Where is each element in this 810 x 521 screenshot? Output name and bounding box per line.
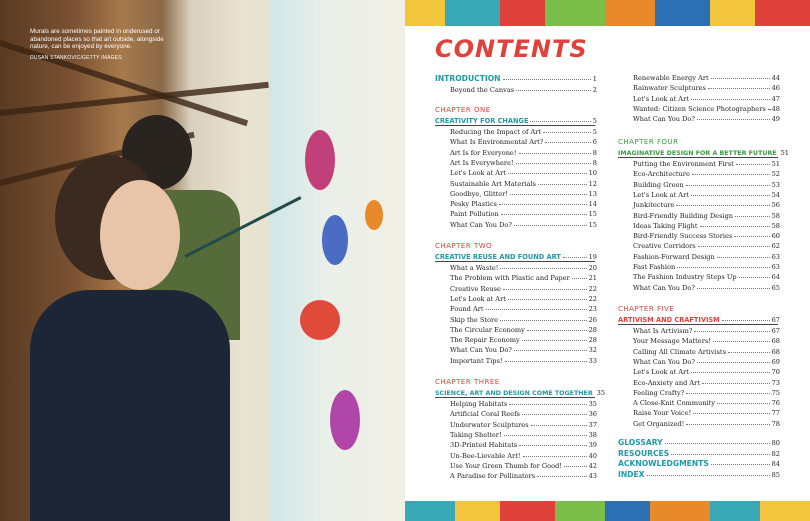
toc-entry-label: Pesky Plastics [450, 200, 497, 209]
dot-leader [768, 109, 770, 110]
toc-entry-page: 23 [588, 305, 597, 314]
toc-entry-page: 37 [588, 420, 597, 429]
toc-entry[interactable] [633, 368, 780, 376]
toc-entry[interactable] [633, 115, 780, 123]
toc-entry-page: 40 [588, 451, 597, 460]
toc-entry-page: 52 [771, 170, 780, 179]
toc-entry-page: 14 [588, 200, 597, 209]
toc-entry-page: 38 [588, 430, 597, 439]
toc-entry-label: Skip the Store [450, 315, 499, 324]
toc-entry-label: Sustainable Art Materials [450, 179, 536, 188]
toc-entry[interactable] [633, 105, 780, 113]
toc-entry-page: 6 [592, 138, 597, 147]
toc-entry-label: Important Tips! [450, 356, 503, 365]
toc-entry[interactable] [633, 191, 780, 199]
toc-entry[interactable] [450, 221, 597, 229]
toc-entry-page: 10 [588, 169, 597, 178]
dot-leader [713, 341, 770, 342]
dot-leader [702, 383, 770, 384]
toc-entry-page: 58 [771, 221, 780, 230]
decorative-bottom-border [405, 501, 810, 521]
toc-entry-page: 84 [771, 460, 780, 469]
dot-leader [728, 352, 770, 353]
girl-face [100, 180, 180, 290]
toc-entry-label: What Can You Do? [633, 115, 695, 124]
mural-flower [365, 200, 383, 230]
toc-entry[interactable] [633, 95, 780, 103]
toc-entry-page: 85 [771, 470, 780, 479]
dot-leader [514, 350, 587, 351]
divider [435, 397, 595, 398]
dot-leader [523, 456, 587, 457]
toc-entry-page: 12 [588, 179, 597, 188]
toc-entry-label: A Paradise for Pollinators [450, 472, 536, 481]
toc-entry[interactable] [450, 421, 597, 429]
mural-flower [300, 300, 340, 340]
toc-entry-label: What a Waste! [450, 264, 499, 272]
dot-leader [509, 404, 586, 405]
toc-entry-label: Art Is Everywhere! [450, 158, 514, 167]
toc-entry-label: Let's Look at Art [633, 94, 689, 103]
toc-entry[interactable] [450, 346, 597, 354]
toc-entry-page: 68 [771, 337, 780, 346]
toc-entry[interactable] [633, 399, 780, 407]
toc-entry[interactable] [450, 295, 597, 303]
toc-chapter-two[interactable]: CREATIVE REUSE AND FOUND ART 19 [435, 253, 597, 261]
toc-entry-label: RESOURCES [618, 448, 670, 458]
dot-leader [694, 331, 769, 332]
toc-entry-page: 54 [771, 190, 780, 199]
toc-entry-label: ACKNOWLEDGMENTS [618, 459, 709, 469]
toc-entry-label: Paint Pollution [450, 210, 499, 219]
toc-entry[interactable] [633, 242, 780, 250]
toc-entry-page: 13 [588, 189, 597, 198]
dot-leader [508, 299, 587, 300]
toc-entry[interactable] [450, 336, 597, 344]
toc-entry[interactable] [450, 326, 597, 334]
dot-leader [686, 393, 769, 394]
toc-entry-page: 62 [771, 242, 780, 251]
toc-entry-page: 77 [771, 409, 780, 418]
toc-entry-page: 80 [771, 439, 780, 447]
toc-entry[interactable] [450, 452, 597, 460]
toc-entry-label: Renewable Energy Art [633, 74, 709, 82]
toc-entry[interactable] [633, 160, 780, 168]
toc-entry[interactable] [450, 305, 597, 313]
dot-leader [572, 278, 587, 279]
dot-leader [691, 372, 770, 373]
chapter-four-label: CHAPTER FOUR [618, 138, 679, 146]
toc-entry[interactable] [450, 159, 597, 167]
toc-entry-label: Get Organized! [633, 419, 685, 428]
toc-entry-label: What Is Environmental Art? [450, 138, 544, 147]
toc-entry-label: Goodbye, Glitter! [450, 189, 508, 198]
dot-leader [735, 216, 770, 217]
toc-chapter-one[interactable]: CREATIVITY FOR CHANGE 5 [435, 117, 597, 125]
toc-entry-label: Let's Look at Art [450, 169, 506, 178]
toc-entry-page: 21 [588, 274, 597, 283]
toc-entry-page: 60 [771, 232, 780, 241]
dot-leader [734, 236, 769, 237]
toc-entry-page: 46 [771, 84, 780, 93]
toc-entry[interactable] [633, 420, 780, 428]
chapter-two-label: CHAPTER TWO [435, 242, 493, 250]
toc-entry-label: Junkitecture [633, 201, 675, 210]
toc-entry-page: 75 [771, 388, 780, 397]
chapter-three-label: CHAPTER THREE [435, 378, 500, 386]
toc-entry[interactable] [450, 210, 597, 218]
toc-entry[interactable] [633, 74, 780, 82]
toc-entry-page: 70 [771, 368, 780, 377]
dot-leader [665, 443, 770, 444]
toc-entry-page: 8 [592, 148, 597, 157]
toc-entry[interactable] [450, 264, 597, 272]
toc-entry-label: Creative Corridors [633, 242, 696, 251]
toc-back-matter-entry[interactable] [618, 449, 780, 458]
toc-entry-page: 47 [771, 94, 780, 103]
toc-entry-label: Fashion-Forward Design [633, 252, 715, 261]
toc-entry-introduction[interactable]: INTRODUCTION 1 [435, 74, 597, 83]
dot-leader [500, 320, 587, 321]
dot-leader [686, 424, 769, 425]
dot-leader [486, 309, 587, 310]
toc-entry[interactable] [633, 201, 780, 209]
toc-entry-label: Taking Shelter! [450, 430, 502, 439]
chapter-five-label: CHAPTER FIVE [618, 305, 675, 313]
toc-entry[interactable] [633, 337, 780, 345]
toc-entry-label: GLOSSARY [618, 438, 663, 447]
toc-entry-label: Let's Look at Art [450, 294, 506, 303]
toc-entry[interactable] [633, 263, 780, 271]
dot-leader [564, 466, 587, 467]
toc-entry[interactable] [633, 232, 780, 240]
toc-entry-label: Wanted: Citizen Science Photographers [633, 104, 766, 113]
dot-leader [537, 476, 586, 477]
toc-entry-page: 76 [771, 399, 780, 408]
toc-entry-page: 43 [588, 472, 597, 481]
toc-chapter-four[interactable]: IMAGINATIVE DESIGN FOR A BETTER FUTURE 51 [618, 149, 789, 157]
toc-entry[interactable] [633, 358, 780, 366]
toc-entry-label: Reducing the Impact of Art [450, 128, 542, 136]
toc-entry-label: Bird-Friendly Building Design [633, 211, 734, 220]
toc-entry-label: Eco-Anxiety and Art [633, 378, 700, 387]
decorative-top-border [405, 0, 810, 26]
toc-entry-page: 68 [771, 347, 780, 356]
dot-leader [717, 403, 770, 404]
toc-entry-label: A Close-Knit Community [633, 399, 716, 408]
toc-entry-label: Raise Your Voice! [633, 409, 692, 418]
toc-entry-page: 26 [588, 315, 597, 324]
toc-entry-label: INDEX [618, 469, 645, 479]
toc-entry-label: Un-Bee-Lievable Art! [450, 451, 521, 460]
dot-leader [711, 78, 770, 79]
photo-credit: DUSAN STANKOVIC/GETTY IMAGES [30, 55, 122, 61]
toc-entry-page: 35 [588, 400, 597, 408]
toc-entry-label: The Circular Economy [450, 325, 525, 334]
toc-entry[interactable] [450, 316, 597, 324]
toc-entry[interactable] [450, 190, 597, 198]
toc-entry[interactable] [450, 200, 597, 208]
dot-leader [697, 119, 770, 120]
toc-entry[interactable] [450, 274, 597, 282]
dot-leader [711, 464, 770, 465]
toc-entry[interactable] [450, 180, 597, 188]
toc-entry-page: 56 [771, 201, 780, 210]
toc-entry[interactable] [450, 169, 597, 177]
dot-leader [697, 362, 770, 363]
dot-leader [503, 289, 587, 290]
dot-leader [676, 205, 769, 206]
mural-flower [322, 215, 348, 265]
toc-entry-page: 69 [771, 357, 780, 366]
toc-entry[interactable] [633, 170, 780, 178]
toc-entry-label: Use Your Green Thumb for Good! [450, 461, 562, 470]
toc-entry-page: 51 [771, 160, 780, 168]
toc-chapter-five[interactable]: ARTIVISM AND CRAFTIVISM 67 [618, 316, 780, 324]
dot-leader [500, 268, 586, 269]
toc-entry-page: 20 [588, 264, 597, 272]
toc-entry-label: Eco-Architecture [633, 170, 690, 179]
dot-leader [691, 99, 770, 100]
chapter-one-label: CHAPTER ONE [435, 106, 491, 114]
mural-flower [305, 130, 335, 190]
contents-page [405, 0, 810, 521]
dot-leader [671, 454, 769, 455]
dot-leader [691, 195, 770, 196]
toc-entry[interactable] [450, 410, 597, 418]
toc-entry-page: 8 [592, 158, 597, 167]
toc-entry-label: Underwater Sculptures [450, 420, 529, 429]
toc-entry[interactable] [633, 284, 780, 292]
toc-entry-label: 3D-Printed Habitats [450, 441, 518, 450]
toc-entry-page: 48 [771, 104, 780, 113]
dot-leader [531, 425, 587, 426]
toc-entry[interactable] [633, 379, 780, 387]
dot-leader [522, 340, 587, 341]
toc-entry-page: 63 [771, 252, 780, 261]
toc-entry[interactable] [633, 181, 780, 189]
toc-entry-label: Helping Habitats [450, 400, 508, 408]
dot-leader [508, 173, 587, 174]
toc-chapter-three[interactable]: SCIENCE, ART AND DESIGN COME TOGETHER 35 [435, 389, 606, 397]
dot-leader [510, 194, 587, 195]
toc-entry-label: Let's Look at Art [633, 190, 689, 199]
toc-entry-label: The Repair Economy [450, 336, 520, 345]
dot-leader [514, 225, 587, 226]
toc-entry[interactable] [450, 149, 597, 157]
toc-entry-label: Putting the Environment First [633, 160, 734, 168]
toc-entry-page: 33 [588, 356, 597, 365]
contents-title: CONTENTS [435, 35, 588, 63]
toc-entry[interactable] [633, 212, 780, 220]
dot-leader [538, 184, 587, 185]
toc-entry[interactable] [633, 222, 780, 230]
toc-entry[interactable] [633, 273, 780, 281]
dot-leader [545, 142, 590, 143]
toc-entry-page: 22 [588, 284, 597, 293]
toc-entry-page: 78 [771, 419, 780, 428]
toc-entry-label: What Can You Do? [450, 346, 512, 355]
toc-entry-page: 28 [588, 336, 597, 345]
toc-entry-page: 65 [771, 283, 780, 292]
dot-leader [700, 226, 770, 227]
toc-entry[interactable] [450, 138, 597, 146]
dot-leader [686, 185, 770, 186]
toc-entry-label: The Problem with Plastic and Paper [450, 274, 570, 283]
girl-dress [30, 290, 230, 521]
toc-entry[interactable] [633, 327, 780, 335]
toc-entry-page: 42 [588, 461, 597, 470]
toc-entry[interactable] [633, 253, 780, 261]
toc-entry[interactable] [450, 128, 597, 136]
toc-entry[interactable] [450, 431, 597, 439]
toc-entry-label: What Can You Do? [633, 357, 695, 366]
toc-entry-page: 82 [771, 449, 780, 458]
toc-entry-page: 67 [771, 327, 780, 335]
dot-leader [647, 475, 770, 476]
toc-entry[interactable] [450, 441, 597, 449]
toc-entry[interactable] [450, 472, 597, 480]
dot-leader [736, 164, 770, 165]
toc-entry-label: Feeling Crafty? [633, 388, 685, 397]
toc-entry-label: Artificial Coral Reefs [450, 410, 520, 419]
toc-entry-label: What Can You Do? [633, 283, 695, 292]
toc-entry[interactable] [633, 389, 780, 397]
toc-entry[interactable] [633, 84, 780, 92]
toc-entry-label: Rainwater Sculptures [633, 84, 706, 93]
toc-entry-page: 5 [592, 128, 597, 136]
dot-leader [527, 330, 587, 331]
dot-leader [516, 163, 591, 164]
dot-leader [522, 414, 587, 415]
toc-entry[interactable] [633, 348, 780, 356]
toc-entry-page: 36 [588, 410, 597, 419]
toc-entry[interactable] [450, 357, 597, 365]
dot-leader [504, 435, 587, 436]
dot-leader [708, 88, 770, 89]
toc-back-matter-entry[interactable] [618, 459, 780, 468]
toc-entry-label: Fast Fashion [633, 263, 676, 271]
toc-back-matter-entry[interactable] [618, 470, 780, 479]
toc-entry-label: What Is Artivism? [633, 327, 693, 335]
toc-entry-page: 53 [771, 180, 780, 189]
dot-leader [543, 132, 591, 133]
toc-back-matter-entry[interactable] [618, 438, 780, 447]
toc-entry[interactable] [450, 285, 597, 293]
toc-entry[interactable] [450, 462, 597, 470]
toc-entry[interactable] [450, 400, 597, 408]
toc-entry-label: Creative Reuse [450, 284, 501, 293]
toc-entry-label: Found Art [450, 305, 484, 314]
toc-entry[interactable]: Beyond the Canvas 2 [450, 86, 597, 94]
dot-leader [692, 174, 770, 175]
roof-beam [0, 40, 248, 126]
dot-leader [519, 445, 586, 446]
toc-entry-page: 73 [771, 378, 780, 387]
toc-entry-page: 15 [588, 210, 597, 219]
toc-entry-page: 44 [771, 74, 780, 82]
dot-leader [677, 267, 769, 268]
dot-leader [505, 361, 587, 362]
toc-entry-page: 32 [588, 346, 597, 355]
toc-entry-label: The Fashion Industry Steps Up [633, 273, 737, 282]
divider [435, 125, 595, 126]
toc-entry-page: 63 [771, 263, 780, 271]
toc-entry-label: Bird-Friendly Success Stories [633, 232, 733, 241]
toc-entry-page: 22 [588, 294, 597, 303]
divider [618, 324, 778, 325]
toc-entry-label: Let's Look at Art [633, 368, 689, 377]
dot-leader [499, 204, 587, 205]
toc-entry-page: 39 [588, 441, 597, 450]
dot-leader [698, 246, 770, 247]
toc-entry[interactable] [633, 409, 780, 417]
toc-entry-page: 28 [588, 325, 597, 334]
divider [618, 157, 778, 158]
dot-leader [519, 153, 591, 154]
dot-leader [501, 214, 587, 215]
toc-entry-label: Art Is for Everyone! [450, 148, 517, 157]
dot-leader [697, 288, 770, 289]
mural-flower [330, 390, 360, 450]
toc-entry-page: 15 [588, 220, 597, 229]
toc-entry-page: 58 [771, 211, 780, 220]
dot-leader [717, 257, 770, 258]
toc-entry-page: 49 [771, 115, 780, 124]
toc-entry-page: 64 [771, 273, 780, 282]
toc-entry-label: What Can You Do? [450, 220, 512, 229]
dot-leader [739, 277, 770, 278]
toc-entry-label: Your Message Matters! [633, 337, 711, 346]
divider [435, 261, 595, 262]
toc-entry-label: Calling All Climate Artivists [633, 347, 726, 356]
toc-entry-label: Ideas Taking Flight [633, 221, 698, 230]
dot-leader [693, 413, 769, 414]
photo-caption: Murals are sometimes painted in underused or abandoned places so that art outside, alongside nature, can be enjoyed by everyone. [30, 28, 164, 51]
toc-entry-label: Building Green [633, 180, 684, 189]
